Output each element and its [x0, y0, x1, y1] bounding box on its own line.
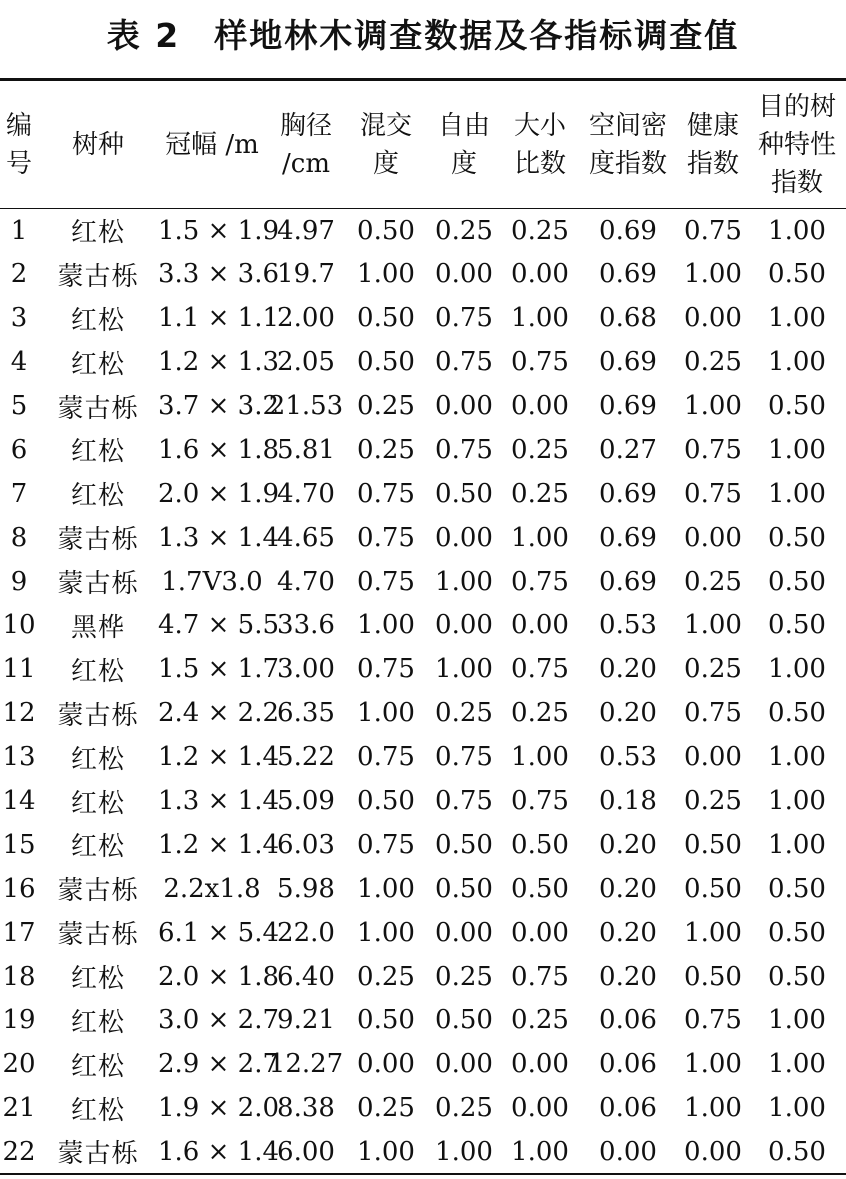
cell-col-target: 0.50: [768, 566, 826, 597]
cell-col-freedom: 0.75: [435, 786, 493, 817]
header-col-species: [38, 80, 158, 209]
cell-col-target: 1.00: [768, 654, 826, 685]
cell-col-dbh: 6.00: [266, 1130, 346, 1174]
cell-col-target: 0.50: [768, 917, 826, 948]
cell-col-freedom: 0.75: [435, 434, 493, 465]
header-col-dbh: [266, 80, 346, 209]
cell-col-freedom: 0.75: [435, 742, 493, 773]
cell-col-freedom: 0.50: [435, 478, 493, 509]
table-title: [0, 14, 846, 58]
cell-col-freedom: 0.25: [435, 698, 493, 729]
table-row: [0, 209, 846, 253]
cell-col-target: 0.50: [768, 259, 826, 290]
cell-col-id: 20: [2, 1049, 36, 1080]
cell-col-id: 13: [2, 742, 36, 773]
cell-col-health: 0.25: [684, 786, 742, 817]
cell-col-health: 1.00: [684, 610, 742, 641]
cell-col-id: 16: [2, 873, 36, 904]
cell-col-dominance: 0.75: [511, 786, 569, 817]
cell-col-freedom: 1.00: [435, 654, 493, 685]
cell-col-dominance: 0.00: [511, 1049, 569, 1080]
cell-col-target: 0.50: [768, 961, 826, 992]
cell-col-target: 0.50: [748, 1130, 846, 1174]
cell-col-health: 0.00: [684, 522, 742, 553]
cell-col-mingling: 0.25: [357, 961, 415, 992]
cell-col-species: 红松: [70, 788, 125, 819]
cell-col-target: 1.00: [768, 742, 826, 773]
cell-col-mingling: 0.75: [357, 742, 415, 773]
cell-col-dominance: 0.00: [511, 259, 569, 290]
cell-col-health: 0.75: [684, 434, 742, 465]
data-table: [0, 78, 846, 1175]
cell-col-target: 1.00: [768, 434, 826, 465]
cell-col-crown: 1.9 × 2.0: [158, 1093, 280, 1124]
cell-col-health: 1.00: [684, 1093, 742, 1124]
header-line: 混交: [359, 110, 412, 141]
cell-col-freedom: 1.00: [435, 566, 493, 597]
cell-col-species: 蒙古栎: [57, 393, 139, 424]
cell-col-density: 0.06: [599, 1005, 657, 1036]
cell-col-crown: 1.6 × 1.4: [158, 1130, 266, 1174]
cell-col-species: 红松: [70, 218, 125, 249]
cell-col-freedom: 0.75: [435, 303, 493, 334]
cell-col-density: 0.20: [599, 654, 657, 685]
table-row: [0, 384, 846, 428]
cell-col-dominance: 0.25: [511, 1005, 569, 1036]
cell-col-species: 蒙古栎: [57, 525, 139, 556]
cell-col-density: 0.20: [599, 873, 657, 904]
cell-col-health: 1.00: [684, 259, 742, 290]
cell-col-species: 红松: [70, 1051, 125, 1082]
header-line: 大小: [513, 110, 566, 141]
header-col-crown: [158, 80, 266, 209]
cell-col-density: 0.20: [599, 961, 657, 992]
cell-col-density: 0.53: [599, 610, 657, 641]
header-line: 比数: [513, 148, 566, 179]
header-line: 冠幅 /m: [165, 129, 259, 160]
table-row: [0, 691, 846, 735]
cell-col-health: 0.75: [684, 215, 742, 246]
cell-col-dominance: 0.75: [511, 654, 569, 685]
cell-col-mingling: 0.50: [357, 1005, 415, 1036]
cell-col-dbh: 2.00: [277, 303, 335, 334]
cell-col-health: 0.75: [684, 698, 742, 729]
header-line: 编: [5, 110, 32, 141]
table-row: [0, 779, 846, 823]
header-line: 树种: [71, 129, 124, 160]
cell-col-crown: 2.9 × 2.7: [158, 1049, 280, 1080]
cell-col-crown: 2.0 × 1.9: [158, 478, 280, 509]
cell-col-id: 3: [10, 303, 28, 334]
cell-col-dbh: 12.27: [268, 1049, 344, 1080]
header-col-dominance: [502, 80, 578, 209]
cell-col-species: 红松: [70, 1007, 125, 1038]
cell-col-crown: 4.7 × 5.5: [158, 610, 280, 641]
header-line: 指数: [686, 148, 739, 179]
cell-col-target: 0.50: [768, 522, 826, 553]
table-row: [0, 735, 846, 779]
cell-col-mingling: 0.25: [357, 391, 415, 421]
cell-col-health: 0.25: [684, 566, 742, 597]
cell-col-target: 1.00: [768, 1093, 826, 1124]
cell-col-health: 0.50: [684, 873, 742, 904]
cell-col-dbh: 5.22: [277, 742, 335, 773]
cell-col-dbh: 3.00: [277, 654, 335, 685]
cell-col-dominance: 0.75: [511, 347, 569, 378]
cell-col-mingling: 1.00: [346, 1130, 426, 1174]
cell-col-dominance: 0.75: [511, 566, 569, 597]
cell-col-dbh: 5.81: [277, 434, 335, 465]
cell-col-species: 蒙古栎: [38, 1130, 158, 1174]
cell-col-target: 1.00: [768, 786, 826, 817]
header-row: [0, 80, 846, 209]
table-row: [0, 911, 846, 955]
cell-col-freedom: 0.00: [435, 259, 493, 290]
cell-col-crown: 1.3 × 1.4: [158, 786, 280, 817]
cell-col-mingling: 0.50: [357, 347, 415, 378]
header-line: 胸径: [279, 110, 332, 141]
table-caption: 样地林木调查数据及各指标调查值: [214, 16, 740, 55]
cell-col-density: 0.06: [599, 1049, 657, 1080]
table-row: [0, 823, 846, 867]
cell-col-target: 1.00: [768, 1049, 826, 1080]
cell-col-density: 0.20: [599, 698, 657, 729]
cell-col-density: 0.69: [599, 522, 657, 553]
cell-col-mingling: 0.75: [357, 654, 415, 685]
cell-col-density: 0.20: [599, 917, 657, 948]
cell-col-density: 0.20: [599, 829, 657, 860]
cell-col-species: 红松: [70, 349, 125, 380]
cell-col-density: 0.53: [599, 742, 657, 773]
cell-col-id: 15: [2, 829, 36, 860]
cell-col-density: 0.69: [599, 478, 657, 509]
cell-col-dominance: 1.00: [511, 303, 569, 334]
cell-col-id: 7: [10, 478, 28, 509]
cell-col-freedom: 0.00: [435, 391, 493, 421]
cell-col-id: 1: [10, 215, 28, 246]
cell-col-dominance: 0.00: [511, 917, 569, 948]
cell-col-density: 0.18: [599, 786, 657, 817]
table-number: 表 2: [106, 16, 181, 55]
cell-col-id: 12: [2, 698, 36, 729]
cell-col-id: 8: [10, 522, 28, 553]
cell-col-crown: 1.2 × 1.4: [158, 829, 280, 860]
cell-col-species: 红松: [70, 481, 125, 512]
cell-col-dbh: 4.97: [277, 215, 335, 246]
cell-col-dbh: 33.6: [277, 610, 335, 641]
cell-col-health: 0.00: [678, 1130, 748, 1174]
cell-col-id: 19: [2, 1005, 36, 1036]
header-line: 自由: [437, 110, 490, 141]
header-line: /cm: [282, 148, 330, 179]
cell-col-target: 1.00: [768, 478, 826, 509]
cell-col-mingling: 0.50: [357, 786, 415, 817]
cell-col-freedom: 0.50: [435, 829, 493, 860]
cell-col-species: 红松: [70, 1095, 125, 1126]
table-row: [0, 560, 846, 604]
cell-col-health: 0.00: [684, 742, 742, 773]
cell-col-crown: 2.4 × 2.2: [158, 698, 280, 729]
cell-col-species: 蒙古栎: [57, 261, 139, 292]
cell-col-dominance: 0.50: [511, 873, 569, 904]
header-line: 种特性: [757, 129, 836, 160]
table-row: [0, 472, 846, 516]
table-row: [0, 955, 846, 999]
cell-col-density: 0.69: [599, 215, 657, 246]
header-col-health: [678, 80, 748, 209]
cell-col-freedom: 0.00: [435, 917, 493, 948]
table-row: [0, 296, 846, 340]
header-col-density: [578, 80, 678, 209]
cell-col-species: 黑桦: [70, 612, 125, 643]
cell-col-crown: 1.2 × 1.3: [158, 347, 280, 378]
cell-col-mingling: 1.00: [357, 610, 415, 641]
cell-col-id: 18: [2, 961, 36, 992]
cell-col-health: 0.25: [684, 347, 742, 378]
cell-col-mingling: 0.00: [357, 1049, 415, 1080]
cell-col-dominance: 1.00: [502, 1130, 578, 1174]
header-col-freedom: [426, 80, 502, 209]
table-row: [0, 340, 846, 384]
cell-col-crown: 1.2 × 1.4: [158, 742, 280, 773]
table-row: [0, 647, 846, 691]
cell-col-health: 1.00: [684, 391, 742, 421]
cell-col-health: 0.50: [684, 961, 742, 992]
cell-col-crown: 3.7 × 3.2: [158, 391, 280, 421]
cell-col-mingling: 0.75: [357, 478, 415, 509]
cell-col-species: 蒙古栎: [57, 700, 139, 731]
cell-col-id: 21: [2, 1093, 36, 1124]
cell-col-crown: 1.7V3.0: [161, 566, 263, 597]
cell-col-health: 0.25: [684, 654, 742, 685]
cell-col-crown: 2.0 × 1.8: [158, 961, 280, 992]
cell-col-dbh: 22.0: [277, 917, 335, 948]
cell-col-freedom: 0.00: [435, 1049, 493, 1080]
cell-col-health: 1.00: [684, 1049, 742, 1080]
cell-col-dominance: 0.25: [511, 434, 569, 465]
table-row: [0, 1042, 846, 1086]
cell-col-dominance: 0.00: [511, 610, 569, 641]
cell-col-id: 10: [2, 610, 36, 641]
cell-col-species: 蒙古栎: [57, 876, 139, 907]
cell-col-dbh: 9.21: [277, 1005, 335, 1036]
cell-col-freedom: 0.25: [435, 1093, 493, 1124]
cell-col-target: 0.50: [768, 873, 826, 904]
cell-col-crown: 1.6 × 1.8: [158, 434, 280, 465]
cell-col-dbh: 6.40: [277, 961, 335, 992]
cell-col-crown: 1.1 × 1.1: [158, 303, 280, 334]
cell-col-density: 0.00: [578, 1130, 678, 1174]
table-row: [0, 252, 846, 296]
cell-col-target: 0.50: [768, 698, 826, 729]
cell-col-density: 0.27: [599, 434, 657, 465]
cell-col-mingling: 0.75: [357, 829, 415, 860]
cell-col-health: 0.00: [684, 303, 742, 334]
cell-col-density: 0.69: [599, 347, 657, 378]
table-header: [0, 80, 846, 209]
cell-col-dbh: 5.98: [277, 873, 335, 904]
cell-col-mingling: 0.50: [357, 303, 415, 334]
cell-col-dbh: 6.35: [277, 698, 335, 729]
cell-col-freedom: 1.00: [426, 1130, 502, 1174]
cell-col-id: 11: [2, 654, 36, 685]
cell-col-crown: 1.5 × 1.9: [158, 215, 280, 246]
cell-col-crown: 3.0 × 2.7: [158, 1005, 280, 1036]
table-row: [0, 867, 846, 911]
cell-col-density: 0.69: [599, 259, 657, 290]
cell-col-dbh: 8.38: [277, 1093, 335, 1124]
cell-col-target: 1.00: [768, 347, 826, 378]
table-row: [0, 604, 846, 648]
header-col-id: [0, 80, 38, 209]
cell-col-species: 蒙古栎: [57, 569, 139, 600]
cell-col-dominance: 0.25: [511, 698, 569, 729]
cell-col-density: 0.69: [599, 566, 657, 597]
cell-col-health: 0.75: [684, 478, 742, 509]
cell-col-species: 红松: [70, 305, 125, 336]
cell-col-health: 0.75: [684, 1005, 742, 1036]
cell-col-dominance: 0.25: [511, 215, 569, 246]
header-line: 指数: [770, 167, 823, 198]
cell-col-crown: 3.3 × 3.6: [158, 259, 280, 290]
cell-col-freedom: 0.75: [435, 347, 493, 378]
cell-col-crown: 1.5 × 1.7: [158, 654, 280, 685]
cell-col-dbh: 4.65: [277, 522, 335, 553]
cell-col-freedom: 0.00: [435, 522, 493, 553]
cell-col-id: 6: [10, 434, 28, 465]
cell-col-dominance: 0.00: [511, 391, 569, 421]
cell-col-mingling: 0.50: [357, 215, 415, 246]
table-row: [0, 1086, 846, 1130]
header-line: 健康: [686, 110, 739, 141]
cell-col-target: 1.00: [768, 1005, 826, 1036]
cell-col-freedom: 0.50: [435, 873, 493, 904]
cell-col-dominance: 0.50: [511, 829, 569, 860]
cell-col-mingling: 1.00: [357, 698, 415, 729]
cell-col-dominance: 1.00: [511, 742, 569, 773]
cell-col-id: 4: [10, 347, 28, 378]
cell-col-dbh: 5.09: [277, 786, 335, 817]
cell-col-id: 17: [2, 917, 36, 948]
cell-col-crown: 6.1 × 5.4: [158, 917, 280, 948]
cell-col-species: 红松: [70, 656, 125, 687]
cell-col-target: 1.00: [768, 829, 826, 860]
cell-col-freedom: 0.25: [435, 215, 493, 246]
cell-col-density: 0.68: [599, 303, 657, 334]
cell-col-id: 2: [10, 259, 28, 290]
header-line: 度: [372, 148, 399, 179]
header-line: 号: [5, 148, 32, 179]
cell-col-mingling: 0.75: [357, 566, 415, 597]
cell-col-dbh: 4.70: [277, 478, 335, 509]
cell-col-freedom: 0.00: [435, 610, 493, 641]
cell-col-target: 0.50: [768, 391, 826, 421]
cell-col-dbh: 21.53: [268, 391, 344, 421]
cell-col-density: 0.06: [599, 1093, 657, 1124]
header-col-target: [748, 80, 846, 209]
table-row: [0, 999, 846, 1043]
cell-col-dominance: 0.75: [511, 961, 569, 992]
cell-col-freedom: 0.25: [435, 961, 493, 992]
table-body: [0, 209, 846, 1175]
header-line: 空间密: [588, 110, 667, 141]
cell-col-id: 22: [0, 1130, 38, 1174]
cell-col-dbh: 6.03: [277, 829, 335, 860]
cell-col-density: 0.69: [599, 391, 657, 421]
cell-col-mingling: 1.00: [357, 917, 415, 948]
cell-col-mingling: 0.25: [357, 1093, 415, 1124]
cell-col-freedom: 0.50: [435, 1005, 493, 1036]
cell-col-dominance: 0.25: [511, 478, 569, 509]
cell-col-health: 1.00: [684, 917, 742, 948]
table-row: [0, 1130, 846, 1174]
cell-col-crown: 1.3 × 1.4: [158, 522, 280, 553]
cell-col-mingling: 1.00: [357, 873, 415, 904]
cell-col-health: 0.50: [684, 829, 742, 860]
cell-col-dominance: 0.00: [511, 1093, 569, 1124]
cell-col-species: 红松: [70, 964, 125, 995]
cell-col-dominance: 1.00: [511, 522, 569, 553]
cell-col-dbh: 2.05: [277, 347, 335, 378]
cell-col-target: 1.00: [768, 215, 826, 246]
cell-col-id: 9: [10, 566, 28, 597]
cell-col-crown: 2.2x1.8: [163, 873, 261, 904]
cell-col-mingling: 0.75: [357, 522, 415, 553]
header-col-mingling: [346, 80, 426, 209]
cell-col-dbh: 19.7: [277, 259, 335, 290]
cell-col-mingling: 0.25: [357, 434, 415, 465]
table-row: [0, 428, 846, 472]
cell-col-species: 红松: [70, 437, 125, 468]
cell-col-species: 红松: [70, 744, 125, 775]
table-row: [0, 516, 846, 560]
cell-col-dbh: 4.70: [277, 566, 335, 597]
cell-col-mingling: 1.00: [357, 259, 415, 290]
cell-col-id: 14: [2, 786, 36, 817]
cell-col-species: 蒙古栎: [57, 920, 139, 951]
cell-col-species: 红松: [70, 832, 125, 863]
cell-col-target: 1.00: [768, 303, 826, 334]
header-line: 目的树: [757, 91, 836, 122]
cell-col-target: 0.50: [768, 610, 826, 641]
cell-col-id: 5: [10, 391, 28, 421]
header-line: 度: [450, 148, 477, 179]
header-line: 度指数: [588, 148, 667, 179]
